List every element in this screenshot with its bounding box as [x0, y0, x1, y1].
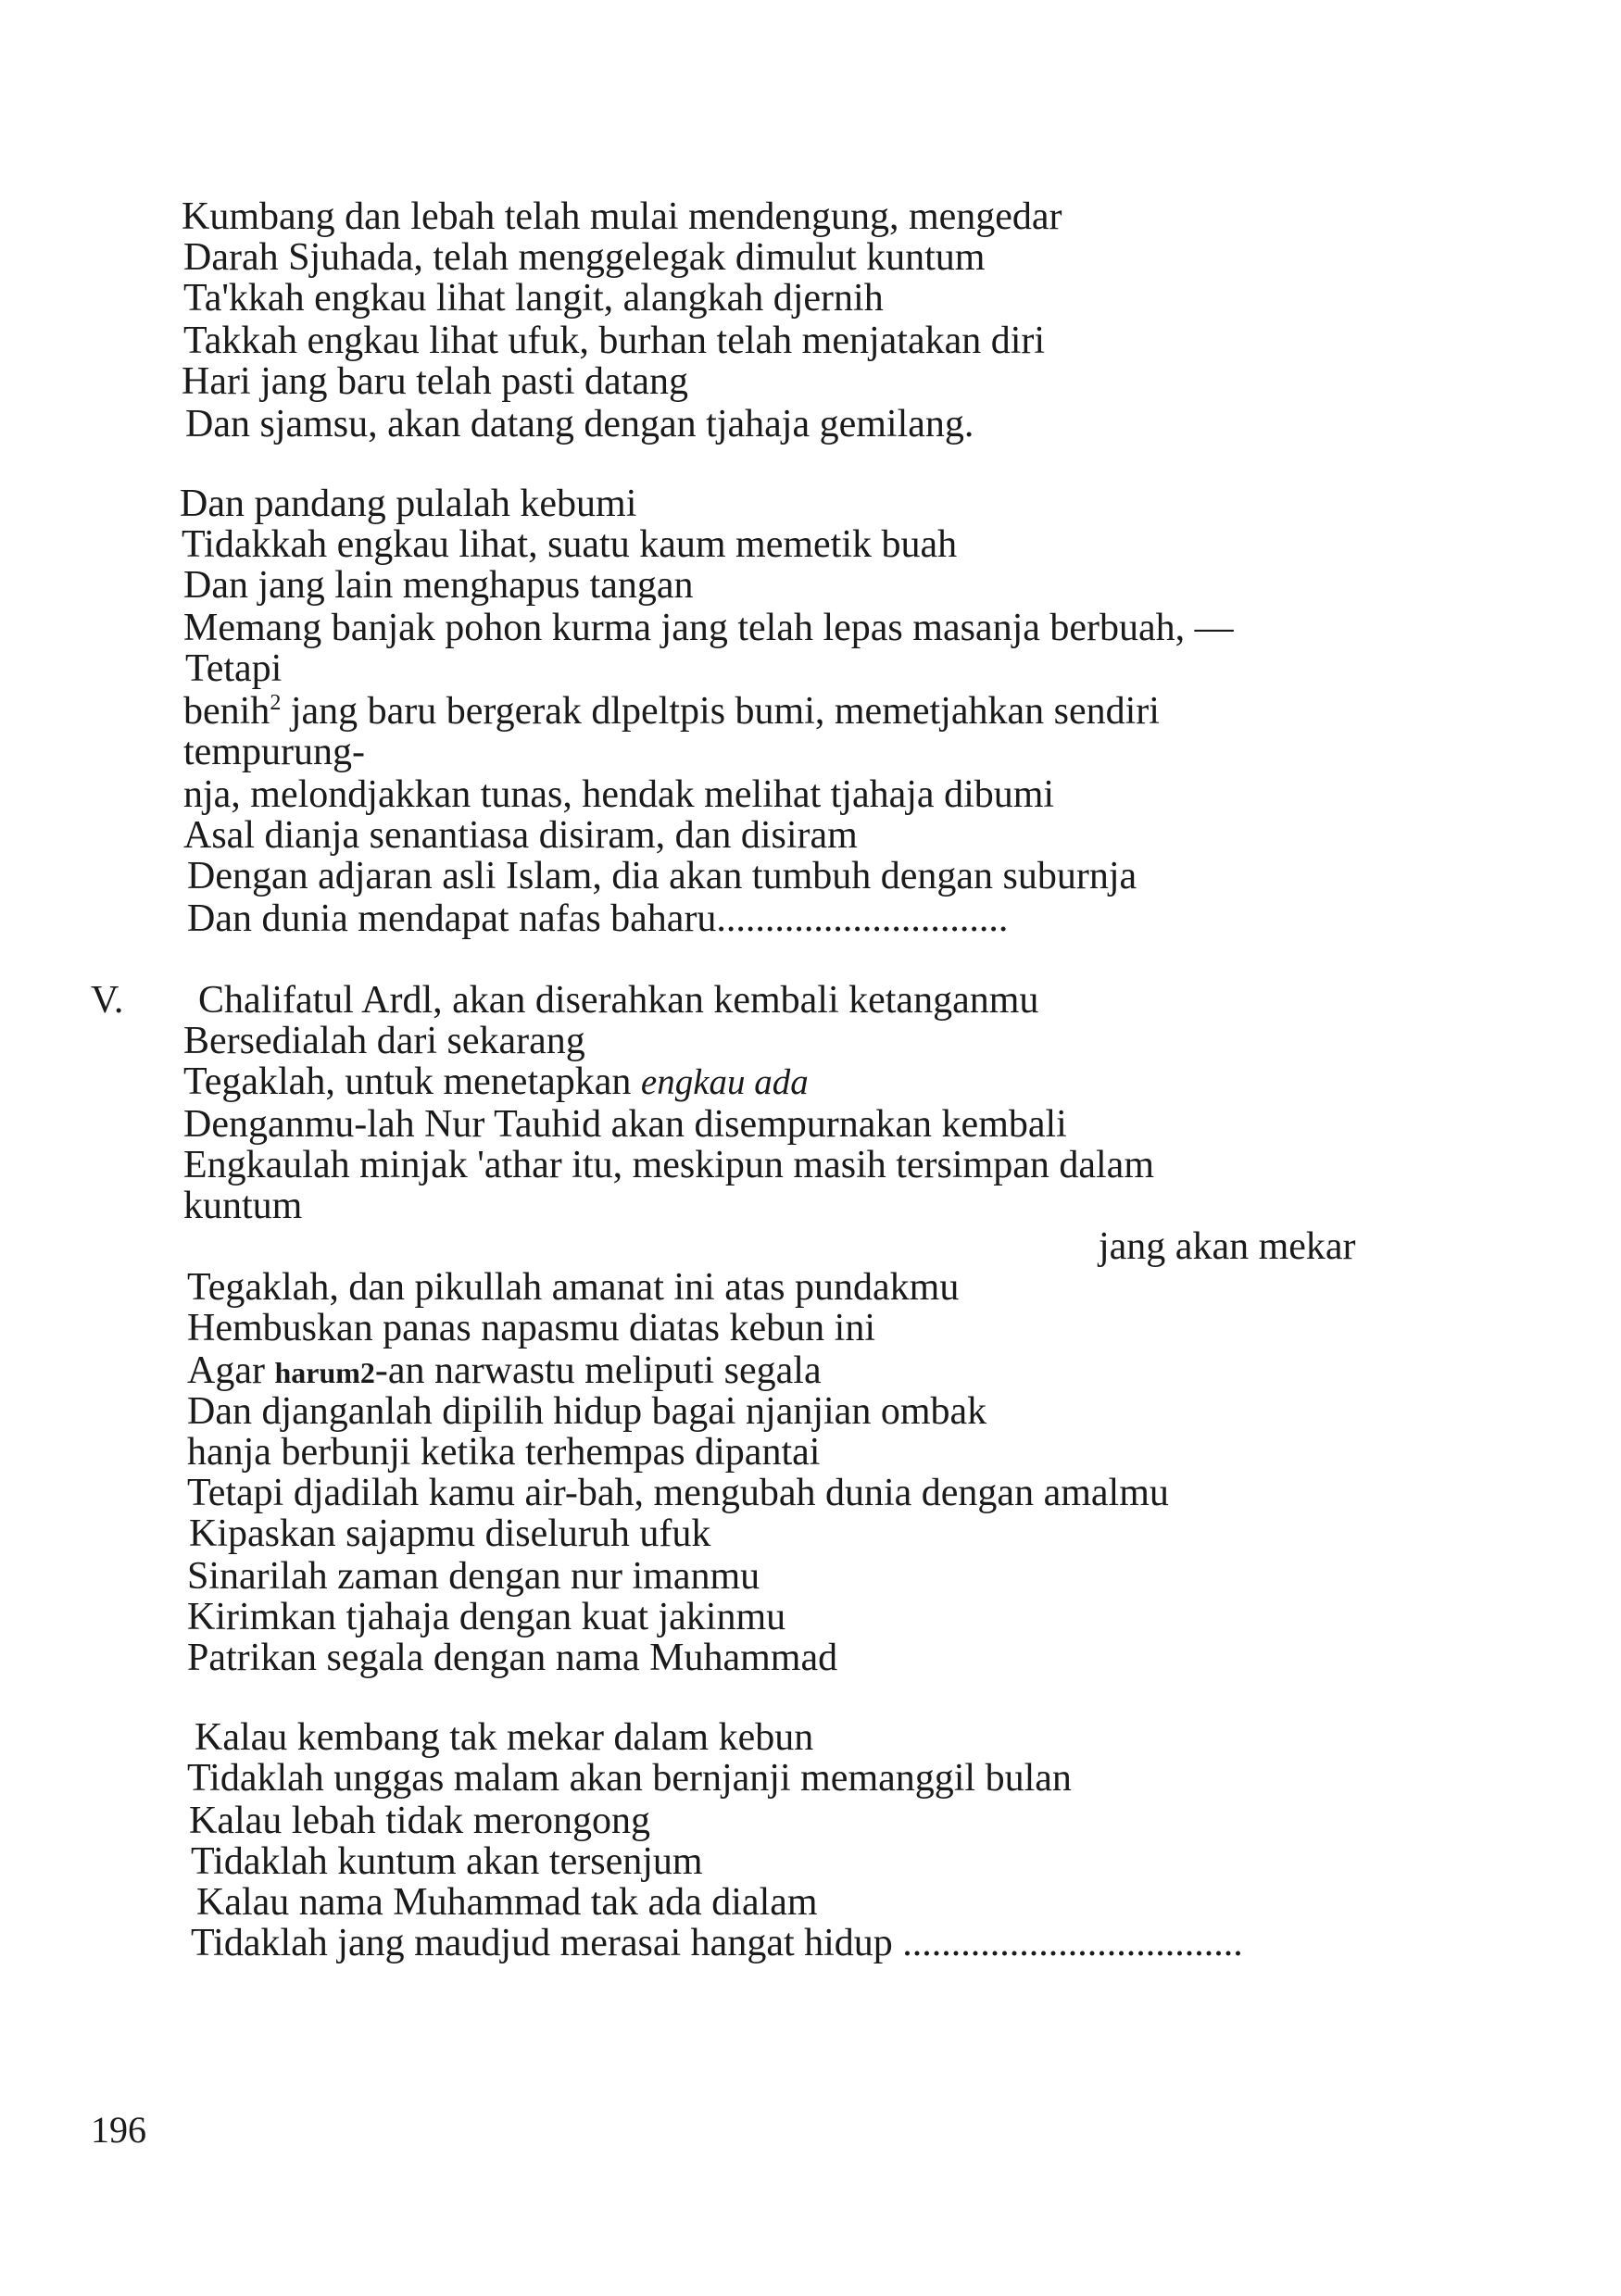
poem-line: Tetapi djadilah kamu air-bah, mengubah dunia dengan amalmu: [187, 1472, 1169, 1514]
poem-line: [187, 1350, 822, 1393]
poem-line: Kumbang dan lebah telah mulai mendengung, mengedar: [182, 195, 1062, 238]
poem-line: Kalau nama Muhammad tak ada dialam: [196, 1881, 818, 1924]
poem-line: Takkah engkau lihat ufuk, burhan telah menjatakan diri: [183, 320, 1046, 362]
poem-line: Engkaulah minjak 'athar itu, meskipun masih tersimpan dalam: [183, 1144, 1154, 1186]
poem-line: kuntum: [183, 1185, 303, 1227]
poem-line: tempurung-: [183, 731, 365, 773]
poem-text: jang baru bergerak dlpeltpis bumi, memetjahkan sendiri: [281, 690, 1160, 733]
poem-line: Hari jang baru telah pasti datang: [182, 360, 688, 403]
poem-line: Dan jang lain menghapus tangan: [183, 564, 694, 607]
poem-line: Chalifatul Ardl, akan diserahkan kembali ketanganmu: [198, 979, 1039, 1022]
poem-line: Patrikan segala dengan nama Muhammad: [187, 1637, 838, 1679]
poem-text: -an narwastu meliputi segala: [374, 1349, 822, 1392]
italic-text: engkau ada: [640, 1062, 809, 1102]
poem-text: Agar: [187, 1349, 275, 1392]
poem-line: Bersedialah dari sekarang: [183, 1020, 585, 1062]
poem-line: Dan pandang pulalah kebumi: [180, 483, 637, 525]
poem-line: Hembuskan panas napasmu diatas kebun ini: [187, 1307, 875, 1349]
poem-line: Dan djanganlah dipilih hidup bagai njanjian ombak: [187, 1390, 987, 1433]
poem-line: Dengan adjaran asli Islam, dia akan tumbuh dengan suburnja: [187, 855, 1137, 897]
poem-line: Tidakkah engkau lihat, suatu kaum memetik buah: [182, 523, 958, 566]
poem-line: Tidaklah kuntum akan tersenjum: [191, 1840, 703, 1883]
poem-line: Kirimkan tjahaja dengan kuat jakinmu: [187, 1596, 786, 1638]
poem-line: Dan dunia mendapat nafas baharu..............................: [187, 897, 1009, 940]
poem-line: Denganmu-lah Nur Tauhid akan disempurnakan kembali: [183, 1103, 1067, 1146]
poem-text: Tegaklah, untuk menetapkan: [183, 1060, 641, 1103]
poem-line: nja, melondjakkan tunas, hendak melihat tjahaja dibumi: [183, 773, 1055, 816]
superscript: 2: [270, 691, 282, 715]
poem-line: Ta'kkah engkau lihat langit, alangkah djernih: [183, 277, 884, 320]
poem-line: Sinarilah zaman dengan nur imanmu: [187, 1555, 760, 1598]
poem-text: benih: [183, 690, 270, 733]
poem-line: Darah Sjuhada, telah menggelegak dimulut kuntum: [183, 236, 986, 279]
poem-line: Dan sjamsu, akan datang dengan tjahaja gemilang.: [185, 403, 974, 445]
poem-line: jang akan mekar: [1099, 1225, 1356, 1268]
poem-line: Kalau kembang tak mekar dalam kebun: [195, 1716, 814, 1759]
poem-line: hanja berbunji ketika terhempas dipantai: [187, 1431, 821, 1474]
poem-line: Tegaklah, dan pikullah amanat ini atas pundakmu: [187, 1266, 960, 1309]
poem-line: Memang banjak pohon kurma jang telah lepas masanja berbuah, —: [183, 607, 1234, 649]
poem-line: [183, 1061, 809, 1103]
poem-line: Tetapi: [185, 647, 283, 690]
bold-text: harum2: [274, 1356, 375, 1389]
poem-line: [183, 691, 1160, 732]
poem-line: Kalau lebah tidak merongong: [189, 1800, 651, 1842]
poem-line: Tidaklah jang maudjud merasai hangat hidup ...................................: [191, 1922, 1243, 1964]
page-number: 196: [91, 2109, 146, 2151]
poem-line: Kipaskan sajapmu diseluruh ufuk: [189, 1512, 711, 1555]
poem-line: Asal dianja senantiasa disiram, dan disiram: [183, 814, 858, 857]
poem-line: Tidaklah unggas malam akan bernjanji memanggil bulan: [187, 1757, 1072, 1800]
section-numeral: V.: [91, 979, 124, 1022]
